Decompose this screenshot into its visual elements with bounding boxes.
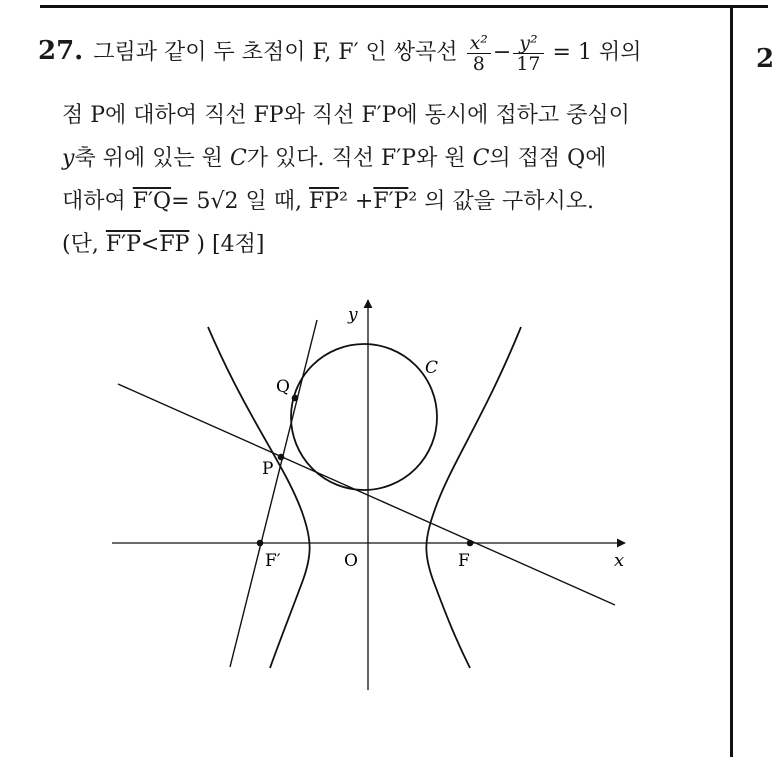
- point-Fprime-label: F′: [265, 551, 281, 571]
- segment-FP-condition: $\overline{FP}$: [159, 232, 190, 257]
- segment-FP: $\overline{FP}$: [309, 189, 340, 214]
- point-P-label: P: [262, 459, 274, 479]
- origin-label: O: [344, 551, 358, 571]
- segment-FprimeP-condition: F′P: [105, 232, 141, 257]
- minus-sign: −: [492, 40, 512, 65]
- x-axis-label: x: [614, 550, 625, 571]
- problem-line-4: 대하여 F′Q= 5√2 일 때, $\overline{FP}^2 +F'P^2$ 의 값을 구하시오.: [62, 189, 594, 214]
- line-FprimeP: [230, 320, 317, 667]
- point-P: [278, 454, 285, 461]
- fraction-x2-over-8: $\frac{\text{x²}}{8}$: [467, 33, 491, 74]
- next-problem-number: 2: [756, 44, 774, 74]
- line-FP: [118, 384, 615, 605]
- point-Fprime: [257, 540, 264, 547]
- hyperbola-left-branch: [208, 327, 310, 668]
- problem-number: 27.: [38, 36, 84, 66]
- problem-line1-end: = 1 위의: [552, 40, 642, 65]
- circle-C-label: C: [425, 358, 439, 378]
- segment-FprimeQ: F′Q: [132, 189, 172, 214]
- y-axis-label: y: [348, 305, 358, 325]
- problem-line1-text: 그림과 같이 두 초점이 F, F′ 인 쌍곡선: [93, 40, 458, 65]
- point-Q-label: Q: [276, 377, 290, 397]
- hyperbola-right-branch: [426, 327, 521, 668]
- problem-line-2: 점 P에 대하여 직선 FP와 직선 F′P에 동시에 접하고 중심이: [62, 103, 630, 128]
- point-Q: [292, 395, 299, 402]
- problem-line-5: (단, $F'P<\overline{FP}$ ) [4점]: [62, 232, 265, 257]
- point-F: [467, 540, 474, 547]
- circle-C: [291, 344, 437, 490]
- fraction-y2-over-17: $\frac{\text{y²}}{17}$: [513, 33, 543, 74]
- problem-line-3: y축 위에 있는 원 C가 있다. 직선 F′P와 원 C의 접점 Q에: [62, 146, 607, 171]
- segment-FprimeP: F′P: [373, 189, 409, 214]
- point-F-label: F: [458, 551, 470, 571]
